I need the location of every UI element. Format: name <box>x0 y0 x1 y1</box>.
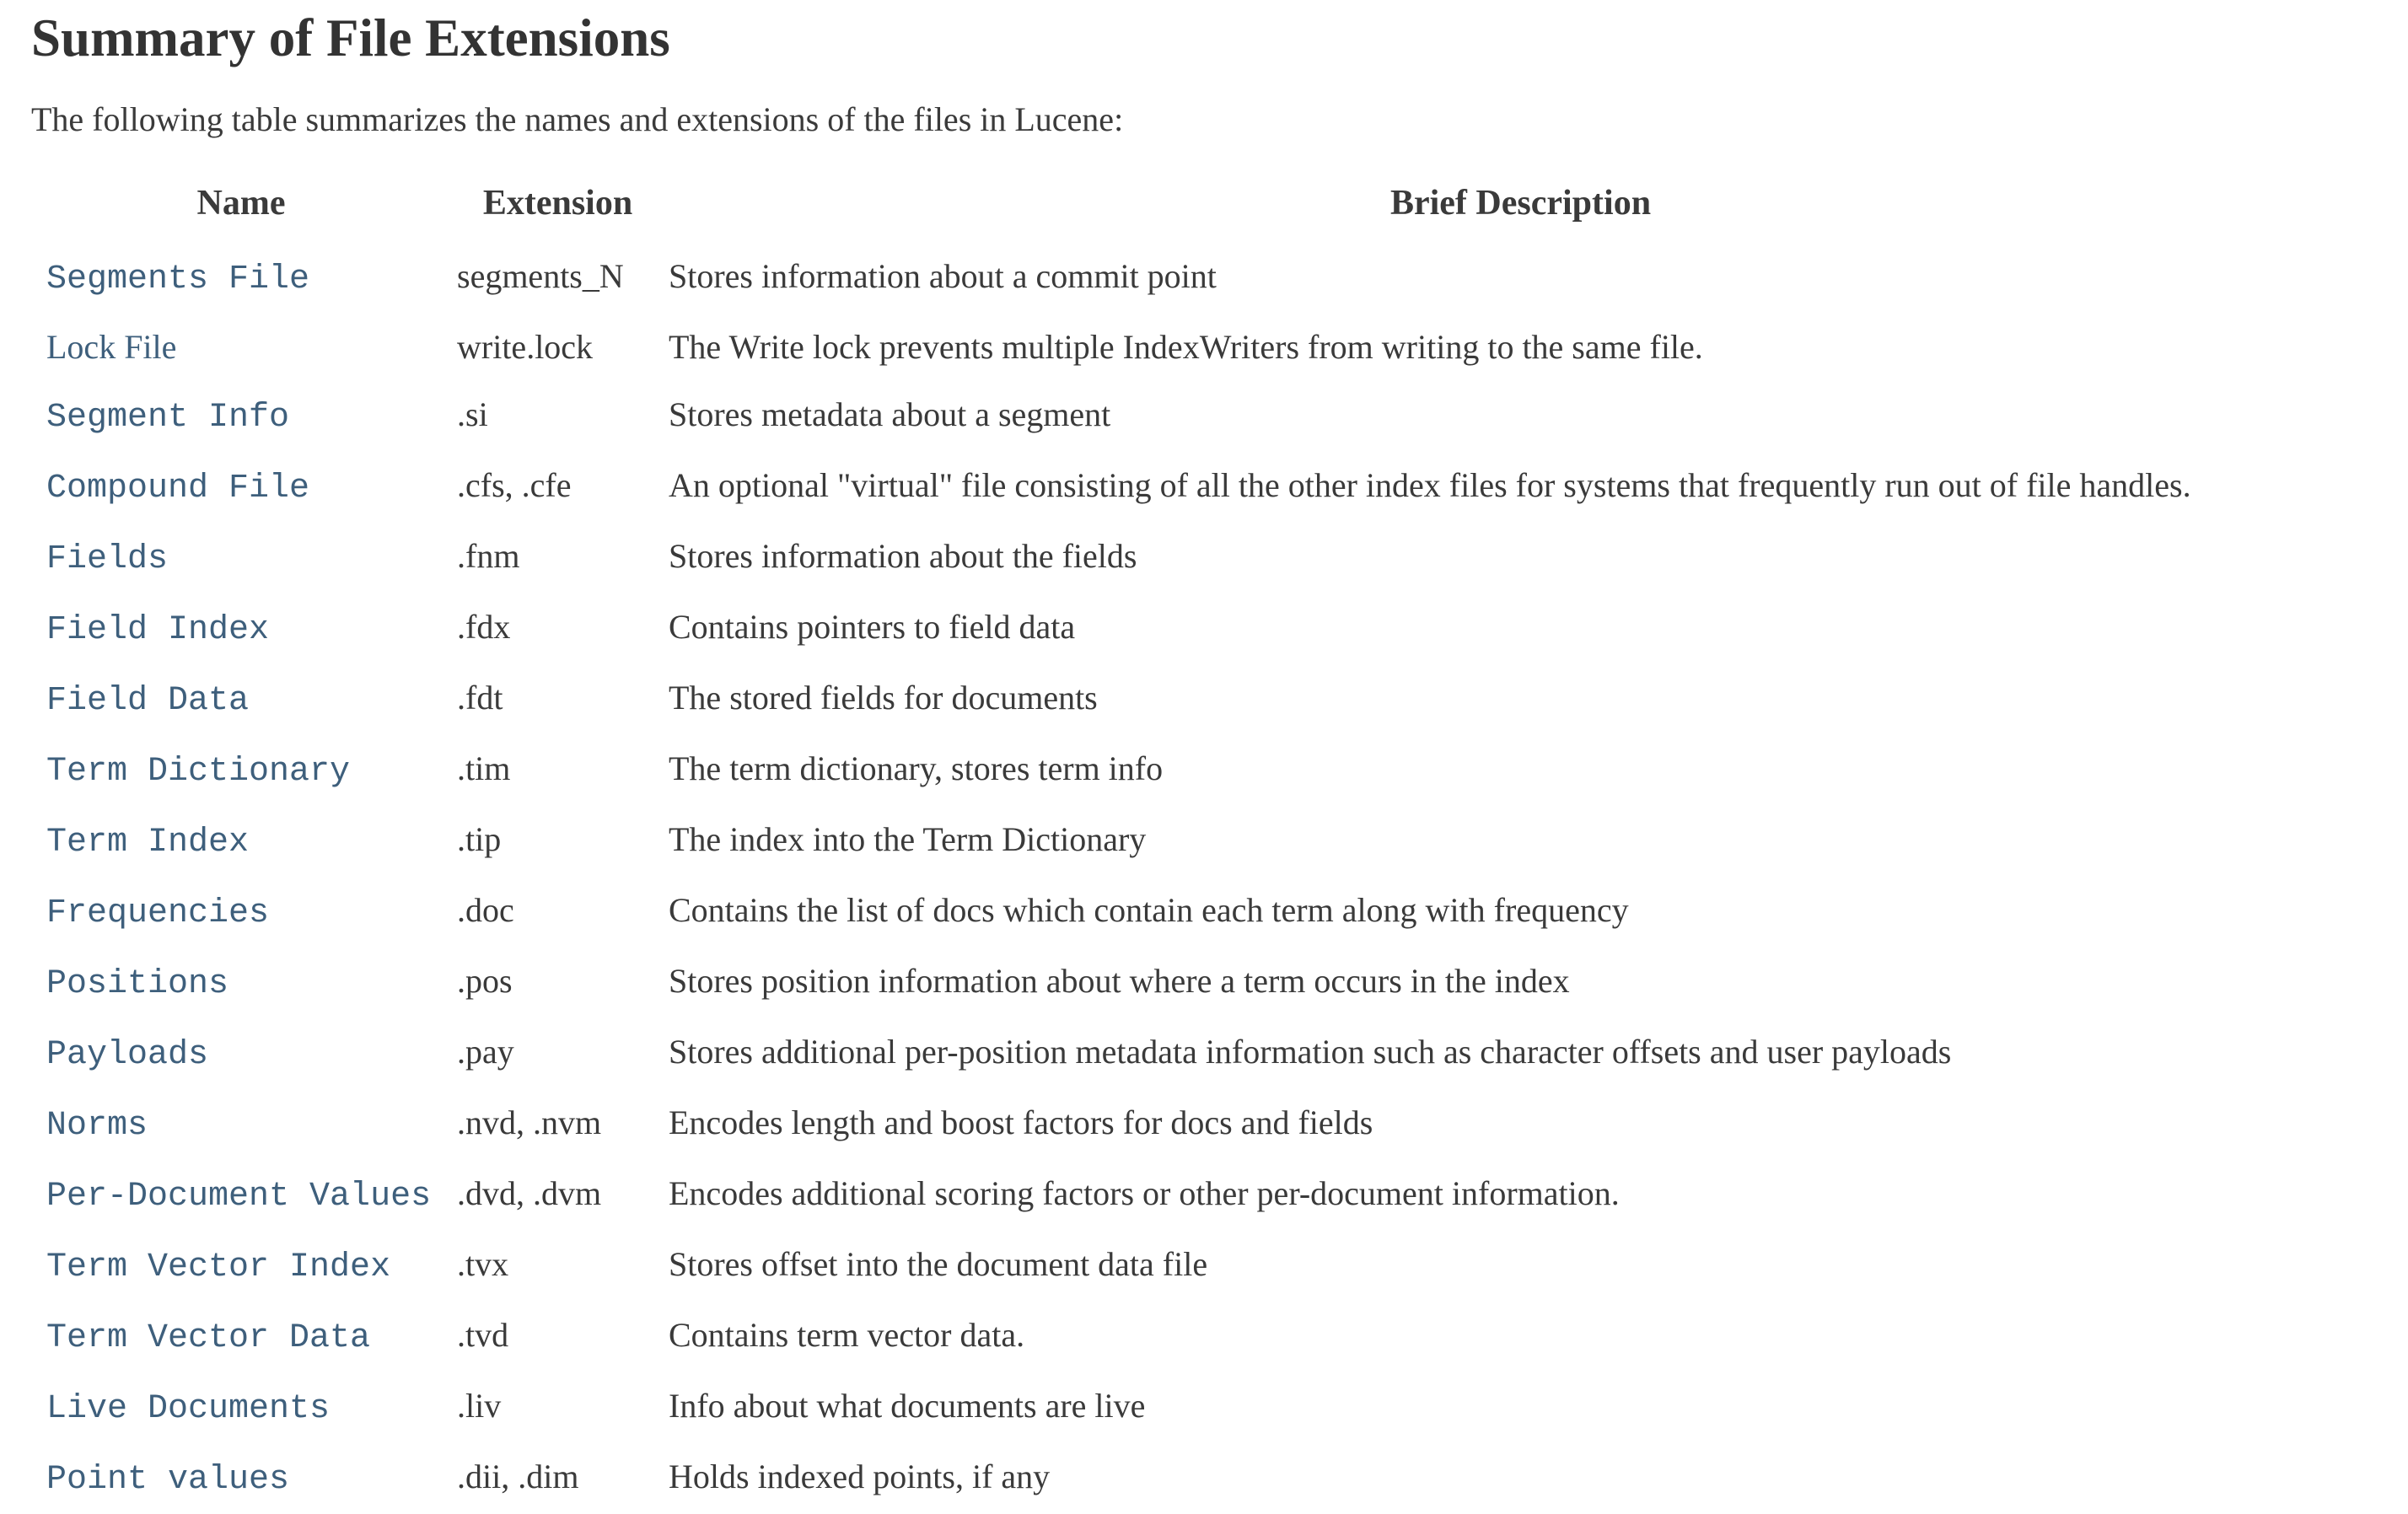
file-name-link[interactable]: Live Documents <box>46 1390 331 1429</box>
name-cell <box>31 314 451 381</box>
extension-cell: segments_N <box>457 257 624 296</box>
table-body <box>31 243 2377 1514</box>
name-cell <box>31 381 451 452</box>
table-row <box>31 1231 2377 1302</box>
name-cell <box>31 735 451 806</box>
file-name-link[interactable]: Term Index <box>46 824 250 862</box>
table-row <box>31 523 2377 593</box>
extension-cell: .tim <box>457 749 511 788</box>
extension-cell: .tvd <box>457 1316 509 1355</box>
description-cell: Holds indexed points, if any <box>669 1458 1051 1496</box>
name-cell <box>31 593 451 664</box>
file-name-link[interactable]: Compound File <box>46 470 310 508</box>
file-name-link[interactable]: Field Index <box>46 611 270 650</box>
file-name-link[interactable]: Frequencies <box>46 894 270 933</box>
table-row <box>31 948 2377 1018</box>
file-name-link[interactable]: Term Dictionary <box>46 753 351 792</box>
extension-cell: .cfs, .cfe <box>457 466 572 505</box>
description-cell: Stores offset into the document data file <box>669 1245 1208 1284</box>
file-name-link[interactable]: Term Vector Index <box>46 1248 391 1287</box>
extension-cell: .si <box>457 395 488 434</box>
file-name-link[interactable]: Norms <box>46 1107 148 1146</box>
name-cell <box>31 1231 451 1302</box>
file-name-link[interactable]: Lock File <box>46 328 177 367</box>
name-cell <box>31 523 451 593</box>
name-cell <box>31 452 451 523</box>
description-cell: The stored fields for documents <box>669 679 1098 717</box>
name-cell <box>31 1372 451 1443</box>
description-cell: Contains pointers to field data <box>669 608 1076 647</box>
name-cell <box>31 1089 451 1160</box>
description-cell: Stores information about the fields <box>669 537 1137 576</box>
file-name-link[interactable]: Positions <box>46 965 229 1004</box>
name-cell <box>31 1160 451 1231</box>
extension-cell: .tip <box>457 820 502 859</box>
extension-cell: .pos <box>457 962 513 1001</box>
name-cell <box>31 1443 451 1514</box>
description-cell: The term dictionary, stores term info <box>669 749 1164 788</box>
file-name-link[interactable]: Term Vector Data <box>46 1319 371 1358</box>
name-cell <box>31 664 451 735</box>
file-extensions-table <box>31 172 2377 1514</box>
table-row <box>31 1372 2377 1443</box>
extension-cell: .fdt <box>457 679 503 717</box>
description-cell: Stores information about a commit point <box>669 257 1217 296</box>
description-cell: Stores metadata about a segment <box>669 395 1111 434</box>
extension-cell: .doc <box>457 891 514 930</box>
description-cell: Contains term vector data. <box>669 1316 1025 1355</box>
table-row <box>31 243 2377 314</box>
description-cell: The index into the Term Dictionary <box>669 820 1147 859</box>
name-cell <box>31 1302 451 1372</box>
table-row <box>31 1018 2377 1089</box>
table-row <box>31 664 2377 735</box>
column-header-name: Name <box>196 184 286 223</box>
table-row <box>31 452 2377 523</box>
name-cell <box>31 243 451 314</box>
table-row <box>31 1302 2377 1372</box>
extension-cell: .nvd, .nvm <box>457 1103 602 1142</box>
description-cell: Stores position information about where a term occurs in the index <box>669 962 1570 1001</box>
table-row <box>31 1443 2377 1514</box>
file-name-link[interactable]: Payloads <box>46 1036 209 1075</box>
extension-cell: .tvx <box>457 1245 509 1284</box>
extension-cell: .dii, .dim <box>457 1458 579 1496</box>
page-title: Summary of File Extensions <box>31 8 670 67</box>
table-row <box>31 1089 2377 1160</box>
extension-cell: .fnm <box>457 537 520 576</box>
extension-cell: .dvd, .dvm <box>457 1174 602 1213</box>
extension-cell: .fdx <box>457 608 511 647</box>
file-name-link[interactable]: Fields <box>46 540 169 579</box>
description-cell: Encodes additional scoring factors or other per-document information. <box>669 1174 1620 1213</box>
description-cell: Contains the list of docs which contain each term along with frequency <box>669 891 1629 930</box>
name-cell <box>31 806 451 877</box>
name-cell <box>31 948 451 1018</box>
column-header-description: Brief Description <box>1389 184 1652 223</box>
description-cell: The Write lock prevents multiple IndexWriters from writing to the same file. <box>669 328 1703 367</box>
table-header-row <box>31 172 2377 243</box>
table-row <box>31 877 2377 948</box>
description-cell: Stores additional per-position metadata information such as character offsets and user payloads <box>669 1033 1952 1071</box>
name-cell <box>31 877 451 948</box>
extension-cell: .pay <box>457 1033 514 1071</box>
file-name-link[interactable]: Segments File <box>46 260 310 299</box>
table-row <box>31 381 2377 452</box>
file-name-link[interactable]: Point values <box>46 1461 290 1500</box>
intro-paragraph: The following table summarizes the names and extensions of the files in Lucene: <box>31 100 1124 139</box>
extension-cell: write.lock <box>457 328 594 367</box>
table-row <box>31 314 2377 381</box>
description-cell: Encodes length and boost factors for docs and fields <box>669 1103 1373 1142</box>
table-row <box>31 806 2377 877</box>
column-header-extension: Extension <box>482 184 633 223</box>
description-cell: Info about what documents are live <box>669 1387 1146 1425</box>
name-cell <box>31 1018 451 1089</box>
extension-cell: .liv <box>457 1387 502 1425</box>
table-row <box>31 593 2377 664</box>
file-name-link[interactable]: Segment Info <box>46 399 290 438</box>
file-name-link[interactable]: Per-Document Values <box>46 1178 432 1216</box>
description-cell: An optional "virtual" file consisting of all the other index files for systems that frequently run out of file handles. <box>669 466 2191 505</box>
table-row <box>31 735 2377 806</box>
table-row <box>31 1160 2377 1231</box>
file-name-link[interactable]: Field Data <box>46 682 250 721</box>
